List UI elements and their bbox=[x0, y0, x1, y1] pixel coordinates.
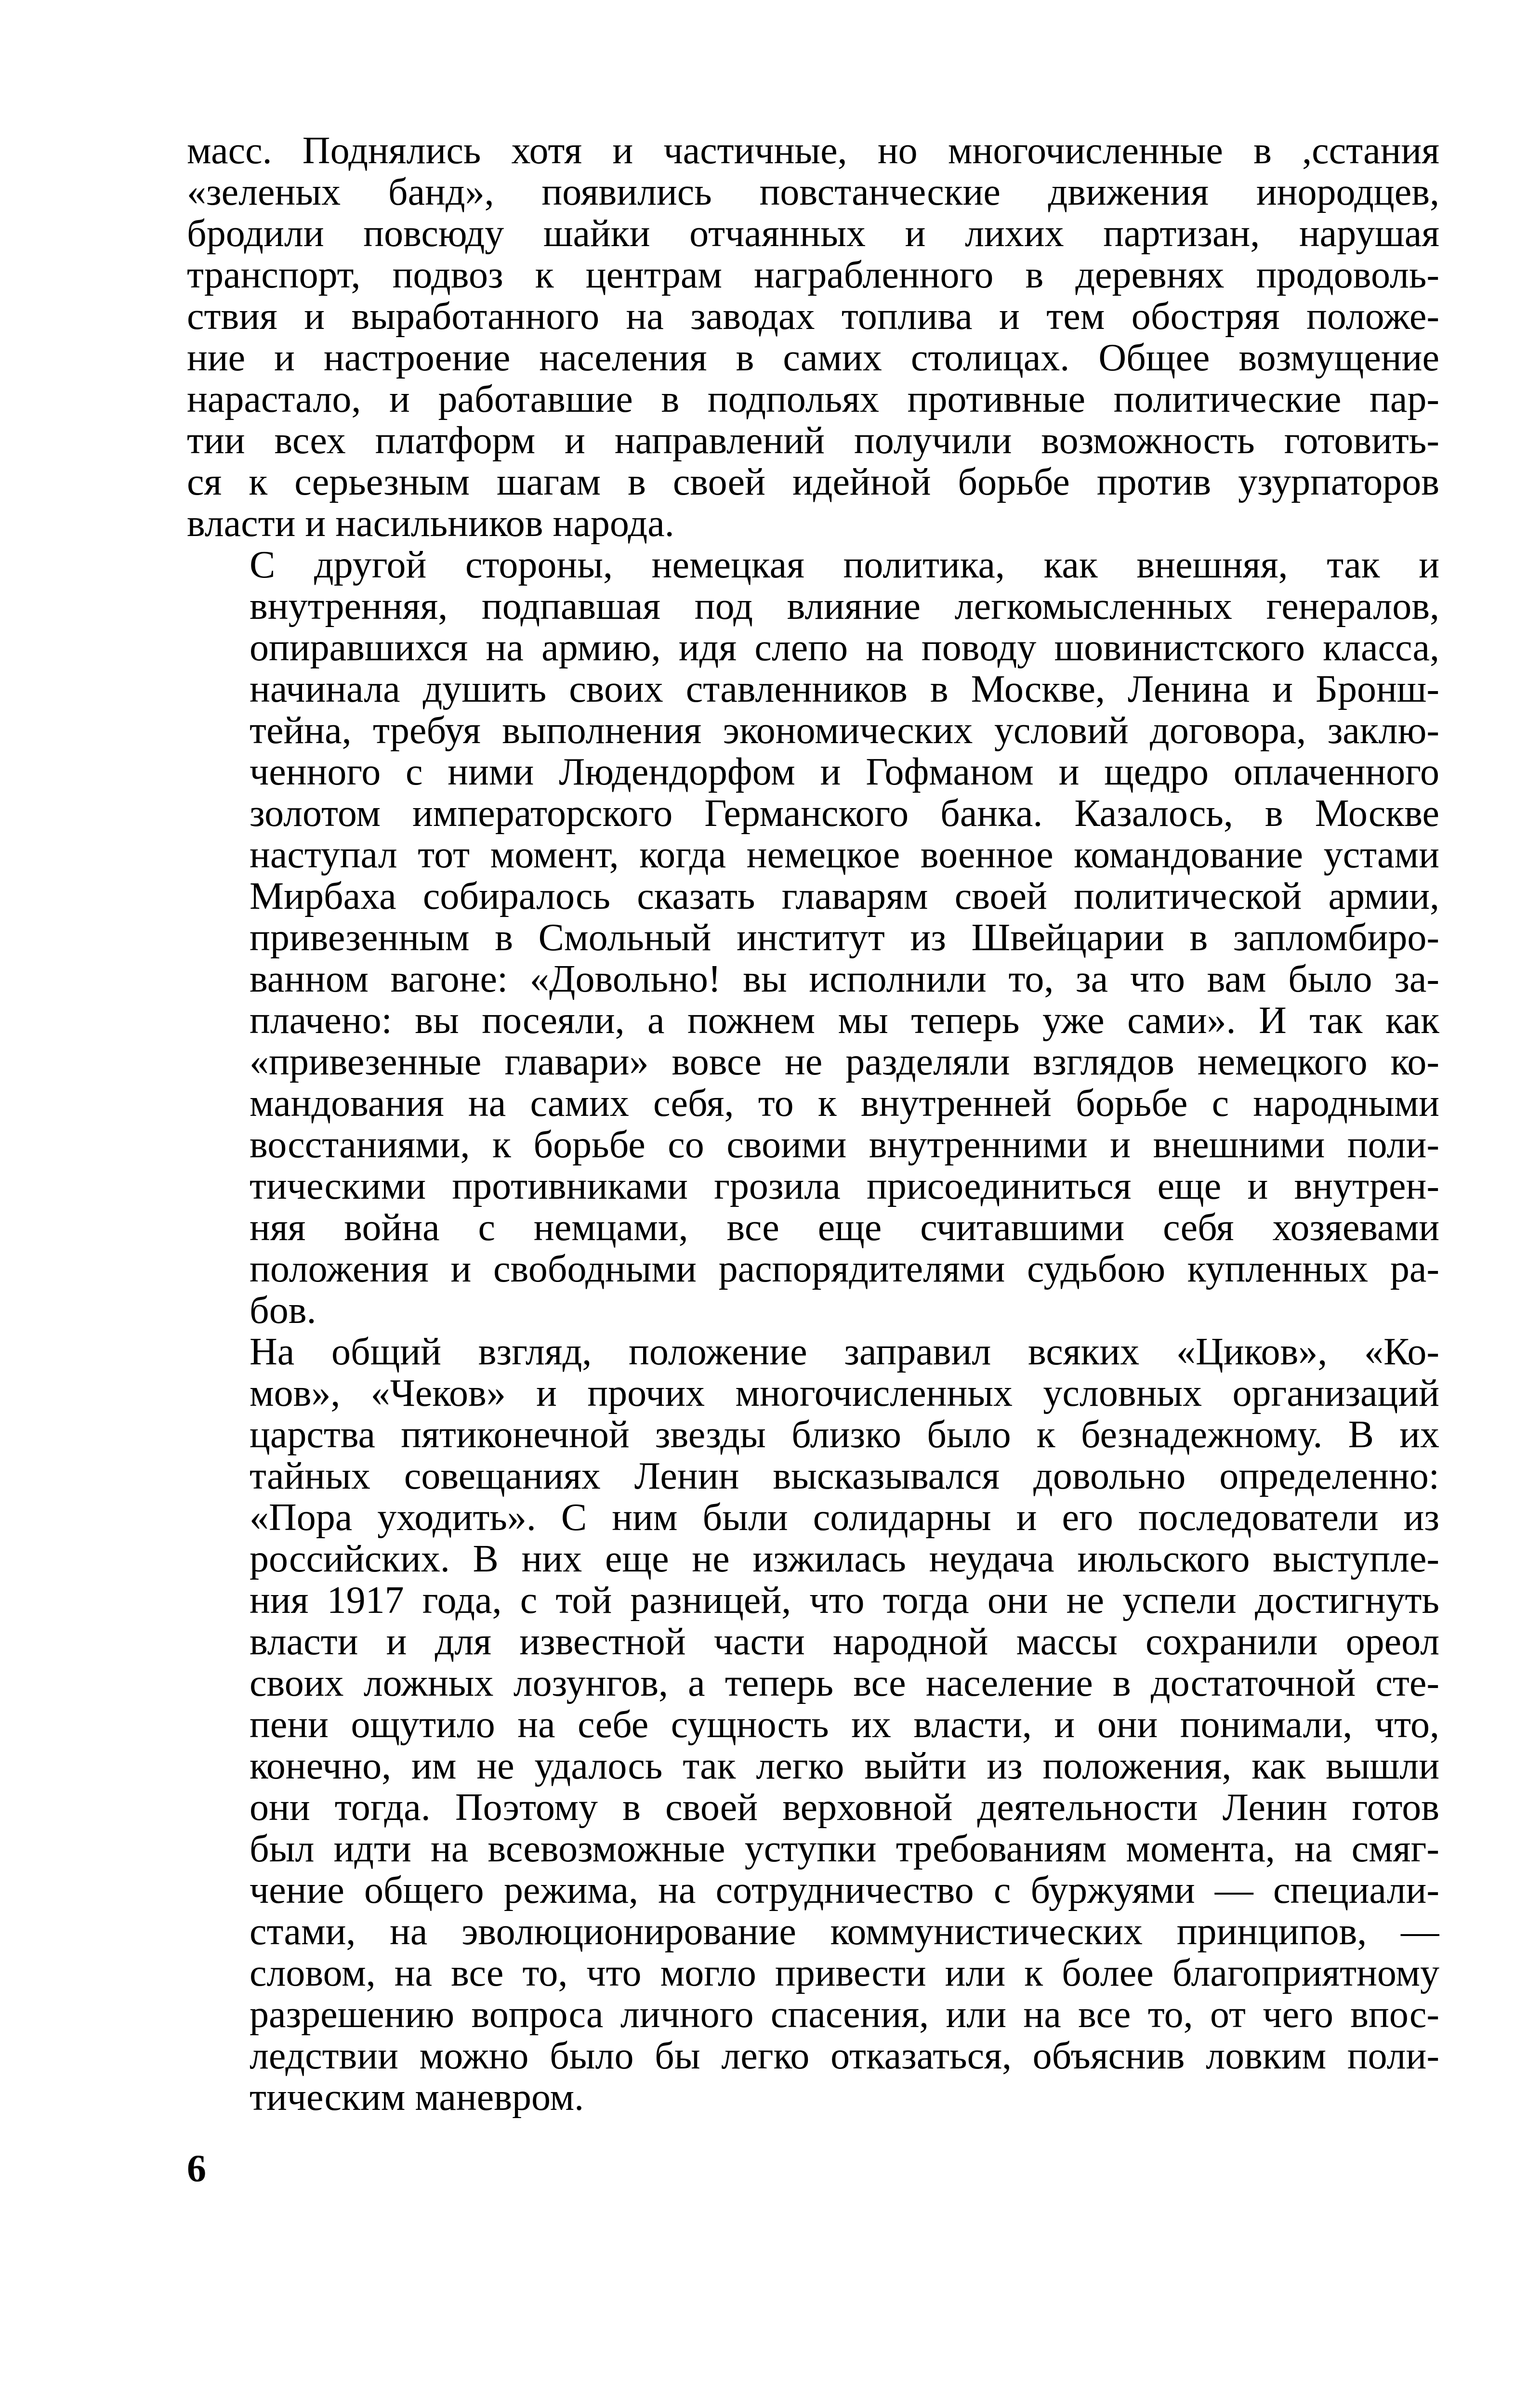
text-line: власти и для известной части народной массы сохранили ореол bbox=[250, 1621, 1439, 1662]
text-line: власти и насильников народа. bbox=[187, 503, 674, 544]
text-line: Мирбаха собиралось сказать главарям своей политической армии, bbox=[250, 876, 1439, 917]
text-line: плачено: вы посеяли, а пожнем мы теперь уже сами». И так как bbox=[250, 1000, 1439, 1041]
text-line: внутренняя, подпавшая под влияние легкомысленных генералов, bbox=[250, 586, 1439, 627]
text-line: словом, на все то, что могло привести или к более благоприятному bbox=[250, 1952, 1439, 1994]
text-line: бов. bbox=[250, 1290, 316, 1331]
text-line: нарастало, и работавшие в подпольях противные политические пар- bbox=[187, 379, 1439, 420]
text-line: На общий взгляд, положение заправил всяких «Циков», «Ко- bbox=[250, 1331, 1439, 1373]
text-line: тическим маневром. bbox=[250, 2077, 584, 2118]
text-line: привезенным в Смольный институт из Швейцарии в запломбиро- bbox=[250, 917, 1439, 958]
paragraph bbox=[187, 130, 1439, 544]
text-line: «привезенные главари» вовсе не разделяли взглядов немецкого ко- bbox=[250, 1041, 1439, 1083]
text-line: они тогда. Поэтому в своей верховной деятельности Ленин готов bbox=[250, 1787, 1439, 1828]
text-line: своих ложных лозунгов, а теперь все население в достаточной сте- bbox=[250, 1662, 1439, 1704]
text-line: был идти на всевозможные уступки требованиям момента, на смяг- bbox=[250, 1828, 1439, 1870]
paragraph bbox=[187, 544, 1439, 1331]
paragraph bbox=[187, 1331, 1439, 2118]
text-line: наступал тот момент, когда немецкое военное командование устами bbox=[250, 834, 1439, 876]
text-line: мов», «Чеков» и прочих многочисленных условных организаций bbox=[250, 1373, 1439, 1414]
text-line: золотом императорского Германского банка. Казалось, в Москве bbox=[250, 793, 1439, 834]
page-body bbox=[187, 130, 1439, 2118]
text-line: разрешению вопроса личного спасения, или на все то, от чего впос- bbox=[250, 1994, 1439, 2035]
text-line: ние и настроение населения в самих столицах. Общее возмущение bbox=[187, 337, 1439, 379]
text-line: российских. В них еще не изжилась неудача июльского выступле- bbox=[250, 1538, 1439, 1580]
text-line: восстаниями, к борьбе со своими внутренними и внешними поли- bbox=[250, 1124, 1439, 1165]
text-line: ся к серьезным шагам в своей идейной борьбе против узурпаторов bbox=[187, 461, 1439, 503]
text-line: стами, на эволюционирование коммунистических принципов, — bbox=[250, 1911, 1439, 1952]
text-line: бродили повсюду шайки отчаянных и лихих партизан, нарушая bbox=[187, 213, 1439, 254]
text-line: положения и свободными распорядителями судьбою купленных ра- bbox=[250, 1248, 1439, 1290]
text-line: тии всех платформ и направлений получили возможность готовить- bbox=[187, 420, 1439, 461]
text-line: няя война с немцами, все еще считавшими себя хозяевами bbox=[250, 1207, 1439, 1248]
text-line: царства пятиконечной звезды близко было к безнадежному. В их bbox=[250, 1414, 1439, 1455]
text-line: чение общего режима, на сотрудничество с буржуями — специали- bbox=[250, 1870, 1439, 1911]
text-line: ледствии можно было бы легко отказаться, объяснив ловким поли- bbox=[250, 2035, 1439, 2077]
text-line: тайных совещаниях Ленин высказывался довольно определенно: bbox=[250, 1455, 1439, 1497]
text-line: пени ощутило на себе сущность их власти, и они понимали, что, bbox=[250, 1704, 1439, 1745]
text-line: транспорт, подвоз к центрам награбленного в деревнях продоволь- bbox=[187, 254, 1439, 296]
text-line: масс. Поднялись хотя и частичные, но многочисленные в ,сстания bbox=[187, 130, 1439, 171]
text-line: ванном вагоне: «Довольно! вы исполнили то, за что вам было за- bbox=[250, 958, 1439, 1000]
text-line: ствия и выработанного на заводах топлива и тем обостряя положе- bbox=[187, 296, 1439, 337]
text-line: «Пора уходить». С ним были солидарны и его последователи из bbox=[250, 1497, 1439, 1538]
text-line: тейна, требуя выполнения экономических условий договора, заклю- bbox=[250, 710, 1439, 751]
text-line: «зеленых банд», появились повстанческие движения инородцев, bbox=[187, 171, 1439, 213]
page-number: 6 bbox=[187, 2147, 206, 2190]
text-line: ния 1917 года, с той разницей, что тогда они не успели достигнуть bbox=[250, 1580, 1439, 1621]
text-line: конечно, им не удалось так легко выйти из положения, как вышли bbox=[250, 1745, 1439, 1787]
text-line: начинала душить своих ставленников в Москве, Ленина и Бронш- bbox=[250, 668, 1439, 710]
text-line: С другой стороны, немецкая политика, как внешняя, так и bbox=[250, 544, 1439, 586]
text-line: опиравшихся на армию, идя слепо на поводу шовинистского класса, bbox=[250, 627, 1439, 668]
text-line: ченного с ними Людендорфом и Гофманом и щедро оплаченного bbox=[250, 751, 1439, 793]
text-line: мандования на самих себя, то к внутренней борьбе с народными bbox=[250, 1083, 1439, 1124]
text-line: тическими противниками грозила присоединиться еще и внутрен- bbox=[250, 1165, 1439, 1207]
